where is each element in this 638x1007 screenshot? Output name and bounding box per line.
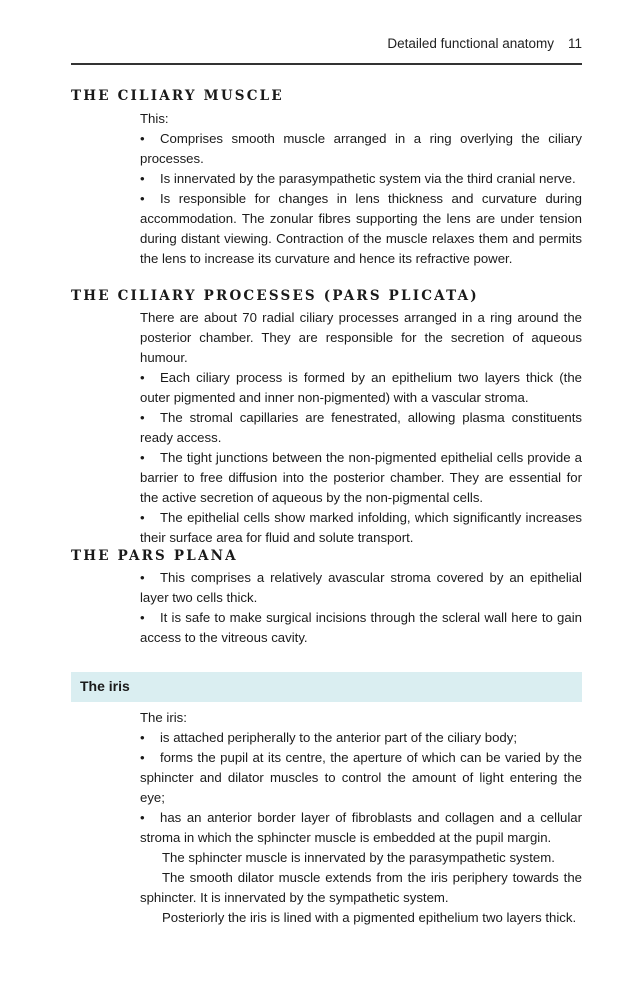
bullet-item: • Each ciliary process is formed by an epithelium two layers thick (the outer pigmented and inner non-pigmented) with a vascular stroma. [140,368,582,408]
section-title-ciliary-processes: THE CILIARY PROCESSES (PARS PLICATA) [71,288,479,304]
section-title-ciliary-muscle: THE CILIARY MUSCLE [71,88,284,104]
section-body-pars-plana [140,568,582,648]
iris-heading-band [71,672,582,702]
bullet-item: • Is responsible for changes in lens thickness and curvature during accommodation. The zonular fibres supporting the lens are under tension during distant viewing. Contraction of the muscle relaxes them and permits the lens to increase its curvature and hence its refractive power. [140,189,582,269]
bullet-item: • The epithelial cells show marked infolding, which significantly increases their surface area for fluid and solute transport. [140,508,582,548]
bullet-item: • has an anterior border layer of fibroblasts and collagen and a cellular stroma in which the sphincter muscle is embedded at the pupil margin. [140,808,582,848]
section-body-ciliary-muscle [140,109,582,269]
iris-heading: The iris [80,678,130,694]
bullet-item: • The tight junctions between the non-pigmented epithelial cells provide a barrier to free diffusion into the posterior chamber. They are essential for the active secretion of aqueous by the non-pigmental cells. [140,448,582,508]
bullet-item: • The stromal capillaries are fenestrated, allowing plasma constituents ready access. [140,408,582,448]
bullet-item: • Is innervated by the parasympathetic system via the third cranial nerve. [140,169,582,189]
section-body-iris [140,708,582,928]
section-title-pars-plana: THE PARS PLANA [71,548,238,564]
bullet-item: • Comprises smooth muscle arranged in a ring overlying the ciliary processes. [140,129,582,169]
running-head-title: Detailed functional anatomy [387,36,554,51]
bullet-item: • It is safe to make surgical incisions through the scleral wall here to gain access to the vitreous cavity. [140,608,582,648]
page-number: 11 [567,36,582,51]
bullet-item: • forms the pupil at its centre, the aperture of which can be varied by the sphincter and dilator muscles to control the amount of light entering the eye; [140,748,582,808]
section-body-ciliary-processes [140,308,582,548]
section-intro: The iris: [140,710,187,725]
paragraph: The sphincter muscle is innervated by the parasympathetic system. [162,850,555,865]
paragraph: The smooth dilator muscle extends from the iris periphery towards the sphincter. It is innervated by the sympathetic system. [140,870,582,905]
paragraph: Posteriorly the iris is lined with a pigmented epithelium two layers thick. [162,910,577,925]
section-intro: This: [140,111,169,126]
bullet-item: • is attached peripherally to the anterior part of the ciliary body; [140,728,582,748]
bullet-item: • This comprises a relatively avascular stroma covered by an epithelial layer two cells thick. [140,568,582,608]
section-intro: There are about 70 radial ciliary processes arranged in a ring around the posterior chamber. They are responsible for the secretion of aqueous humour. [140,310,582,365]
running-head [387,36,582,51]
header-rule [71,63,582,65]
